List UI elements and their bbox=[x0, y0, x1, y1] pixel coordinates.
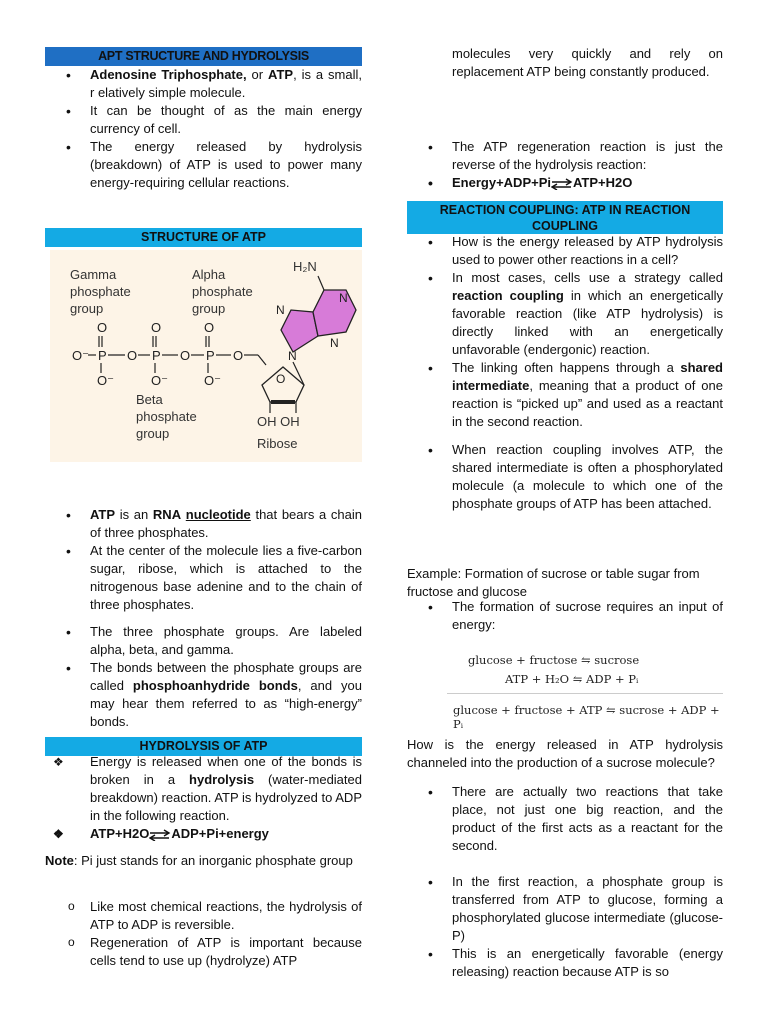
section-header-reaction-coupling: REACTION COUPLING: ATP IN REACTION COUPLING bbox=[407, 201, 723, 234]
text: The bonds between the phosphate groups are called bbox=[90, 660, 362, 693]
list-item: • How is the energy released by ATP hydrolysis used to power other reactions in a cell? bbox=[407, 233, 723, 269]
continued-paragraph: molecules very quickly and rely on replacement ATP being constantly produced. bbox=[452, 46, 723, 79]
text: is an bbox=[115, 507, 153, 522]
equilibrium-arrow-icon bbox=[551, 178, 573, 190]
text: In most cases, cells use a strategy called bbox=[452, 270, 723, 285]
list-item bbox=[45, 66, 362, 102]
term-hydrolysis: hydrolysis bbox=[189, 772, 255, 787]
alpha-label: Alpha phosphate group bbox=[192, 267, 253, 316]
note-text: : Pi just stands for an inorganic phosphate group bbox=[73, 853, 353, 868]
equation-products: ADP+Pi+energy bbox=[171, 826, 269, 841]
mechanism-list bbox=[407, 783, 723, 981]
list-item bbox=[407, 269, 723, 359]
term-atp-full: Adenosine Triphosphate, bbox=[90, 67, 247, 82]
svg-text:O⁻: O⁻ bbox=[151, 373, 168, 388]
structure-bullet-list bbox=[45, 506, 362, 731]
reversibility-list bbox=[45, 898, 362, 970]
atp-structure-diagram bbox=[50, 250, 362, 462]
svg-text:N: N bbox=[330, 336, 339, 350]
text: , meaning that a product of one reaction is “picked up” and used as a reactant in the second reaction. bbox=[452, 378, 723, 429]
example-list bbox=[407, 598, 723, 634]
list-item: • It can be thought of as the main energy currency of cell. bbox=[45, 102, 362, 138]
equation-line-2: ATP + H₂O ⇋ ADP + Pᵢ bbox=[505, 672, 639, 686]
ribose-label: Ribose bbox=[257, 436, 298, 451]
term-nucleotide: nucleotide bbox=[185, 507, 251, 522]
equation-reactants: Energy+ADP+Pi bbox=[452, 175, 551, 190]
intro-bullet-list bbox=[45, 66, 362, 192]
list-item: • The formation of sucrose requires an input of energy: bbox=[407, 598, 723, 634]
svg-text:O: O bbox=[276, 372, 286, 386]
note-paragraph bbox=[45, 852, 362, 870]
term-shared-intermediate: shared intermediate bbox=[452, 360, 723, 393]
text: The linking often happens through a bbox=[452, 360, 681, 375]
list-item: • The three phosphate groups. Are labeled alpha, beta, and gamma. bbox=[45, 623, 362, 659]
svg-text:O: O bbox=[151, 320, 162, 335]
term-phosphoanhydride-bonds: phosphoanhydride bonds bbox=[132, 678, 298, 693]
list-item: • At the center of the molecule lies a five-carbon sugar, ribose, which is attached to the nitrogenous base adenine and to the chain of three phosphates. bbox=[45, 542, 362, 614]
equation-divider bbox=[447, 693, 723, 694]
section-header-atp-structure-hydrolysis: APT STRUCTURE AND HYDROLYSIS bbox=[45, 47, 362, 66]
list-item bbox=[45, 506, 362, 542]
equation-line-1: glucose + fructose ⇋ sucrose bbox=[468, 653, 640, 667]
regeneration-list bbox=[407, 138, 723, 192]
list-item: o Regeneration of ATP is important because cells tend to use up (hydrolyze) ATP bbox=[45, 934, 362, 970]
sucrose-equation-figure bbox=[447, 645, 723, 731]
text: Energy is released when one of the bonds is broken in a bbox=[90, 754, 362, 787]
hydrolysis-equation bbox=[45, 825, 362, 843]
svg-text:O⁻: O⁻ bbox=[97, 373, 114, 388]
note-label: Note bbox=[45, 853, 74, 868]
svg-text:P: P bbox=[206, 348, 215, 363]
gamma-label: Gamma phosphate group bbox=[70, 267, 131, 316]
list-item: • In the first reaction, a phosphate group is transferred from ATP to glucose, forming a phosphorylated glucose intermediate (glucose-P) bbox=[407, 873, 723, 945]
list-item: o Like most chemical reactions, the hydrolysis of ATP to ADP is reversible. bbox=[45, 898, 362, 934]
term-rna: RNA bbox=[152, 507, 182, 522]
svg-text:O: O bbox=[233, 348, 244, 363]
svg-text:N: N bbox=[288, 349, 297, 363]
section-header-structure-of-atp: STRUCTURE OF ATP bbox=[45, 228, 362, 247]
section-header-hydrolysis-of-atp: HYDROLYSIS OF ATP bbox=[45, 737, 362, 756]
text: , and you may hear them referred to as “high-energy” bonds. bbox=[90, 678, 362, 729]
list-item: • There are actually two reactions that take place, not just one big reaction, and the product of the first acts as a reactant for the second. bbox=[407, 783, 723, 855]
ribose-ring bbox=[262, 362, 304, 413]
list-item: • The energy released by hydrolysis (breakdown) of ATP is used to power many energy-requiring cellular reactions. bbox=[45, 138, 362, 192]
nh2-label: H₂N bbox=[293, 259, 317, 274]
text: that bears a chain of three phosphates. bbox=[90, 507, 362, 540]
list-item bbox=[407, 359, 723, 431]
regeneration-equation bbox=[407, 174, 723, 192]
text: , is a small, r elatively simple molecule. bbox=[90, 67, 362, 100]
question-paragraph: How is the energy released in ATP hydrolysis channeled into the production of a sucrose molecule? bbox=[407, 737, 723, 770]
text: or bbox=[246, 67, 269, 82]
term-atp: ATP bbox=[268, 67, 294, 82]
svg-text:O: O bbox=[127, 348, 138, 363]
svg-text:O⁻: O⁻ bbox=[204, 373, 221, 388]
svg-text:P: P bbox=[98, 348, 107, 363]
example-paragraph: Example: Formation of sucrose or table sugar from fructose and glucose bbox=[407, 566, 700, 599]
svg-text:N: N bbox=[339, 291, 348, 305]
oh-oh-label: OH OH bbox=[257, 414, 300, 429]
svg-text:O⁻: O⁻ bbox=[72, 348, 89, 363]
equilibrium-arrow-icon bbox=[149, 829, 171, 841]
beta-label: Beta phosphate group bbox=[136, 392, 197, 441]
svg-text:P: P bbox=[152, 348, 161, 363]
text: in which an energetically favorable reaction (like ATP hydrolysis) is directly linked with an energetically unfavorable (endergonic) reaction. bbox=[452, 288, 724, 357]
phosphate-chain bbox=[72, 320, 243, 388]
adenine-base bbox=[276, 276, 356, 363]
equation-line-3: glucose + fructose + ATP ⇋ sucrose + ADP + Pᵢ bbox=[453, 703, 720, 731]
list-item: • This is an energetically favorable (energy releasing) reaction because ATP is so bbox=[407, 945, 723, 981]
svg-text:O: O bbox=[204, 320, 215, 335]
equation-products: ATP+H2O bbox=[573, 175, 633, 190]
svg-text:O: O bbox=[97, 320, 108, 335]
list-item bbox=[45, 659, 362, 731]
atp-molecule-drawing bbox=[50, 250, 362, 462]
hydrolysis-list bbox=[45, 753, 362, 843]
list-item: • The ATP regeneration reaction is just the reverse of the hydrolysis reaction: bbox=[407, 138, 723, 174]
svg-text:O: O bbox=[180, 348, 191, 363]
equation-reactants: ATP+H2O bbox=[90, 826, 150, 841]
svg-text:N: N bbox=[276, 303, 285, 317]
coupling-list bbox=[407, 233, 723, 513]
list-item bbox=[45, 753, 362, 825]
term-reaction-coupling: reaction coupling bbox=[452, 288, 564, 303]
term-atp: ATP bbox=[90, 507, 116, 522]
text: (water-mediated breakdown) reaction. ATP is hydrolyzed to ADP in the following reaction. bbox=[90, 772, 362, 823]
list-item: • When reaction coupling involves ATP, the shared intermediate is often a phosphorylated molecule (a molecule to which one of the phosphate groups of ATP has been attached. bbox=[407, 441, 723, 513]
